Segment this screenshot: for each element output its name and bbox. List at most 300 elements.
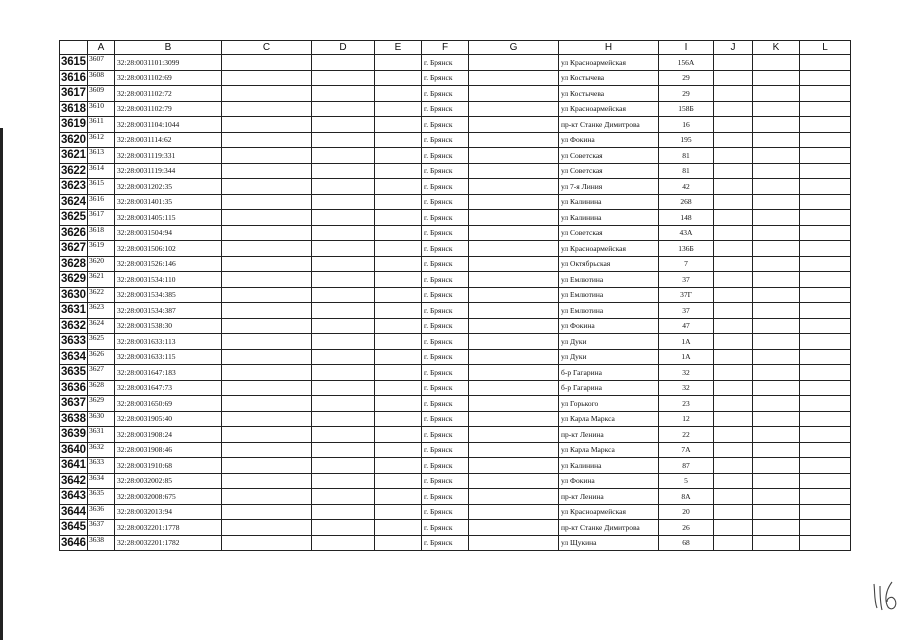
cell-e[interactable] (375, 473, 422, 489)
cell-f[interactable]: г. Брянск (422, 334, 469, 350)
cell-k[interactable] (753, 163, 800, 179)
column-header-b[interactable]: B (115, 41, 222, 55)
row-number[interactable]: 3637 (61, 397, 86, 410)
cell-i[interactable]: 37Г (659, 287, 714, 303)
cell-i[interactable]: 32 (659, 365, 714, 381)
cell-a[interactable]: 3621 (88, 272, 115, 288)
cell-j[interactable] (714, 179, 753, 195)
cell-b[interactable]: 32:28:0031526:146 (115, 256, 222, 272)
cell-d[interactable] (312, 318, 375, 334)
cell-a[interactable]: 3632 (88, 442, 115, 458)
cell-f[interactable]: г. Брянск (422, 55, 469, 71)
cell-c[interactable] (222, 473, 312, 489)
cell-a[interactable]: 3613 (88, 148, 115, 164)
cell-b[interactable]: 32:28:0032201:1782 (115, 535, 222, 551)
cell-j[interactable] (714, 458, 753, 474)
cell-a[interactable]: 3633 (88, 458, 115, 474)
cell-a[interactable]: 3629 (88, 396, 115, 412)
cell-a[interactable]: 3634 (88, 473, 115, 489)
cell-d[interactable] (312, 520, 375, 536)
cell-a[interactable]: 3631 (88, 427, 115, 443)
cell-k[interactable] (753, 458, 800, 474)
cell-f[interactable]: г. Брянск (422, 256, 469, 272)
cell-l[interactable] (800, 520, 851, 536)
row-number[interactable]: 3623 (61, 180, 86, 193)
cell-h[interactable]: ул Горького (559, 396, 659, 412)
cell-i[interactable]: 195 (659, 132, 714, 148)
cell-c[interactable] (222, 225, 312, 241)
cell-g[interactable] (469, 148, 559, 164)
cell-l[interactable] (800, 303, 851, 319)
cell-g[interactable] (469, 86, 559, 102)
cell-b[interactable]: 32:28:0031650:69 (115, 396, 222, 412)
cell-a[interactable]: 3626 (88, 349, 115, 365)
cell-k[interactable] (753, 380, 800, 396)
row-number[interactable]: 3618 (61, 102, 86, 115)
cell-h[interactable]: ул Щукина (559, 535, 659, 551)
cell-d[interactable] (312, 163, 375, 179)
cell-c[interactable] (222, 287, 312, 303)
column-header-h[interactable]: H (559, 41, 659, 55)
cell-a[interactable]: 3615 (88, 179, 115, 195)
cell-g[interactable] (469, 458, 559, 474)
cell-b[interactable]: 32:28:0031633:115 (115, 349, 222, 365)
cell-f[interactable]: г. Брянск (422, 349, 469, 365)
cell-b[interactable]: 32:28:0031534:387 (115, 303, 222, 319)
column-header-j[interactable]: J (714, 41, 753, 55)
cell-c[interactable] (222, 442, 312, 458)
cell-i[interactable]: 32 (659, 380, 714, 396)
cell-b[interactable]: 32:28:0031905:40 (115, 411, 222, 427)
cell-i[interactable]: 158Б (659, 101, 714, 117)
column-header-i[interactable]: I (659, 41, 714, 55)
cell-j[interactable] (714, 411, 753, 427)
cell-g[interactable] (469, 272, 559, 288)
cell-j[interactable] (714, 148, 753, 164)
cell-l[interactable] (800, 411, 851, 427)
cell-i[interactable]: 22 (659, 427, 714, 443)
cell-g[interactable] (469, 55, 559, 71)
cell-h[interactable]: ул Советская (559, 225, 659, 241)
cell-i[interactable]: 81 (659, 148, 714, 164)
row-number[interactable]: 3629 (61, 273, 86, 286)
cell-k[interactable] (753, 427, 800, 443)
cell-b[interactable]: 32:28:0031102:79 (115, 101, 222, 117)
cell-f[interactable]: г. Брянск (422, 86, 469, 102)
cell-c[interactable] (222, 101, 312, 117)
cell-b[interactable]: 32:28:0031633:113 (115, 334, 222, 350)
cell-k[interactable] (753, 520, 800, 536)
cell-d[interactable] (312, 210, 375, 226)
cell-b[interactable]: 32:28:0031202:35 (115, 179, 222, 195)
cell-i[interactable]: 268 (659, 194, 714, 210)
cell-g[interactable] (469, 334, 559, 350)
cell-j[interactable] (714, 520, 753, 536)
cell-a[interactable]: 3630 (88, 411, 115, 427)
cell-h[interactable]: ул Калинина (559, 458, 659, 474)
cell-l[interactable] (800, 86, 851, 102)
cell-j[interactable] (714, 86, 753, 102)
row-number[interactable]: 3631 (61, 304, 86, 317)
cell-f[interactable]: г. Брянск (422, 489, 469, 505)
cell-a[interactable]: 3625 (88, 334, 115, 350)
cell-l[interactable] (800, 365, 851, 381)
cell-j[interactable] (714, 473, 753, 489)
cell-k[interactable] (753, 194, 800, 210)
cell-f[interactable]: г. Брянск (422, 303, 469, 319)
cell-b[interactable]: 32:28:0031104:1044 (115, 117, 222, 133)
cell-d[interactable] (312, 256, 375, 272)
cell-d[interactable] (312, 86, 375, 102)
cell-j[interactable] (714, 55, 753, 71)
cell-f[interactable]: г. Брянск (422, 101, 469, 117)
cell-k[interactable] (753, 365, 800, 381)
cell-g[interactable] (469, 380, 559, 396)
cell-d[interactable] (312, 179, 375, 195)
cell-c[interactable] (222, 318, 312, 334)
cell-f[interactable]: г. Брянск (422, 272, 469, 288)
cell-i[interactable]: 42 (659, 179, 714, 195)
cell-d[interactable] (312, 148, 375, 164)
cell-g[interactable] (469, 210, 559, 226)
cell-h[interactable]: ул Емлютина (559, 287, 659, 303)
cell-d[interactable] (312, 334, 375, 350)
cell-j[interactable] (714, 442, 753, 458)
cell-b[interactable]: 32:28:0031534:385 (115, 287, 222, 303)
cell-l[interactable] (800, 349, 851, 365)
row-number[interactable]: 3621 (61, 149, 86, 162)
cell-d[interactable] (312, 349, 375, 365)
cell-e[interactable] (375, 194, 422, 210)
cell-h[interactable]: ул Фокина (559, 132, 659, 148)
cell-c[interactable] (222, 365, 312, 381)
cell-b[interactable]: 32:28:0031506:102 (115, 241, 222, 257)
cell-k[interactable] (753, 349, 800, 365)
cell-h[interactable]: б-р Гагарина (559, 380, 659, 396)
cell-h[interactable]: ул Костычева (559, 70, 659, 86)
cell-l[interactable] (800, 132, 851, 148)
cell-a[interactable]: 3637 (88, 520, 115, 536)
cell-g[interactable] (469, 411, 559, 427)
cell-d[interactable] (312, 504, 375, 520)
cell-k[interactable] (753, 225, 800, 241)
cell-d[interactable] (312, 55, 375, 71)
cell-g[interactable] (469, 473, 559, 489)
cell-l[interactable] (800, 272, 851, 288)
cell-g[interactable] (469, 225, 559, 241)
cell-c[interactable] (222, 303, 312, 319)
cell-l[interactable] (800, 55, 851, 71)
cell-j[interactable] (714, 535, 753, 551)
cell-c[interactable] (222, 427, 312, 443)
cell-g[interactable] (469, 442, 559, 458)
cell-a[interactable]: 3618 (88, 225, 115, 241)
cell-c[interactable] (222, 70, 312, 86)
cell-g[interactable] (469, 349, 559, 365)
cell-g[interactable] (469, 163, 559, 179)
cell-j[interactable] (714, 427, 753, 443)
cell-h[interactable]: пр-кт Ленина (559, 427, 659, 443)
column-header-k[interactable]: K (753, 41, 800, 55)
cell-d[interactable] (312, 427, 375, 443)
cell-l[interactable] (800, 194, 851, 210)
cell-d[interactable] (312, 303, 375, 319)
cell-d[interactable] (312, 489, 375, 505)
cell-h[interactable]: ул Карла Маркса (559, 411, 659, 427)
row-number[interactable]: 3617 (61, 87, 86, 100)
cell-k[interactable] (753, 117, 800, 133)
cell-d[interactable] (312, 194, 375, 210)
cell-k[interactable] (753, 287, 800, 303)
cell-e[interactable] (375, 334, 422, 350)
cell-b[interactable]: 32:28:0031401:35 (115, 194, 222, 210)
cell-j[interactable] (714, 489, 753, 505)
cell-e[interactable] (375, 101, 422, 117)
cell-f[interactable]: г. Брянск (422, 225, 469, 241)
cell-k[interactable] (753, 489, 800, 505)
cell-g[interactable] (469, 365, 559, 381)
cell-e[interactable] (375, 210, 422, 226)
cell-c[interactable] (222, 380, 312, 396)
cell-g[interactable] (469, 303, 559, 319)
cell-e[interactable] (375, 241, 422, 257)
cell-h[interactable]: ул Дуки (559, 349, 659, 365)
cell-f[interactable]: г. Брянск (422, 287, 469, 303)
cell-c[interactable] (222, 86, 312, 102)
cell-l[interactable] (800, 442, 851, 458)
cell-h[interactable]: пр-кт Станке Димитрова (559, 520, 659, 536)
cell-e[interactable] (375, 86, 422, 102)
cell-d[interactable] (312, 380, 375, 396)
cell-i[interactable]: 29 (659, 86, 714, 102)
cell-h[interactable]: ул Дуки (559, 334, 659, 350)
cell-l[interactable] (800, 117, 851, 133)
cell-i[interactable]: 43А (659, 225, 714, 241)
column-header-e[interactable]: E (375, 41, 422, 55)
row-number[interactable]: 3636 (61, 381, 86, 394)
cell-b[interactable]: 32:28:0031119:331 (115, 148, 222, 164)
cell-d[interactable] (312, 458, 375, 474)
cell-b[interactable]: 32:28:0031538:30 (115, 318, 222, 334)
row-number[interactable]: 3628 (61, 257, 86, 270)
cell-k[interactable] (753, 132, 800, 148)
cell-j[interactable] (714, 132, 753, 148)
cell-e[interactable] (375, 117, 422, 133)
cell-b[interactable]: 32:28:0031908:24 (115, 427, 222, 443)
row-number[interactable]: 3619 (61, 118, 86, 131)
cell-h[interactable]: ул Октябрьская (559, 256, 659, 272)
cell-g[interactable] (469, 427, 559, 443)
cell-j[interactable] (714, 117, 753, 133)
cell-j[interactable] (714, 396, 753, 412)
cell-k[interactable] (753, 210, 800, 226)
row-number[interactable]: 3640 (61, 443, 86, 456)
cell-j[interactable] (714, 380, 753, 396)
cell-f[interactable]: г. Брянск (422, 163, 469, 179)
cell-b[interactable]: 32:28:0032201:1778 (115, 520, 222, 536)
column-header-d[interactable]: D (312, 41, 375, 55)
cell-k[interactable] (753, 256, 800, 272)
cell-k[interactable] (753, 70, 800, 86)
cell-c[interactable] (222, 411, 312, 427)
cell-i[interactable]: 8А (659, 489, 714, 505)
cell-f[interactable]: г. Брянск (422, 210, 469, 226)
cell-g[interactable] (469, 132, 559, 148)
cell-e[interactable] (375, 349, 422, 365)
cell-b[interactable]: 32:28:0031119:344 (115, 163, 222, 179)
cell-h[interactable]: ул Костычева (559, 86, 659, 102)
cell-l[interactable] (800, 318, 851, 334)
cell-g[interactable] (469, 535, 559, 551)
cell-h[interactable]: пр-кт Станке Димитрова (559, 117, 659, 133)
cell-k[interactable] (753, 473, 800, 489)
cell-j[interactable] (714, 210, 753, 226)
cell-b[interactable]: 32:28:0031534:110 (115, 272, 222, 288)
cell-g[interactable] (469, 117, 559, 133)
cell-i[interactable]: 1А (659, 349, 714, 365)
row-number[interactable]: 3626 (61, 226, 86, 239)
cell-f[interactable]: г. Брянск (422, 365, 469, 381)
cell-k[interactable] (753, 411, 800, 427)
row-number[interactable]: 3620 (61, 133, 86, 146)
cell-a[interactable]: 3623 (88, 303, 115, 319)
cell-i[interactable]: 37 (659, 303, 714, 319)
cell-k[interactable] (753, 179, 800, 195)
cell-d[interactable] (312, 287, 375, 303)
cell-h[interactable]: ул Красноармейская (559, 241, 659, 257)
row-number[interactable]: 3635 (61, 366, 86, 379)
cell-l[interactable] (800, 535, 851, 551)
cell-l[interactable] (800, 70, 851, 86)
cell-l[interactable] (800, 380, 851, 396)
cell-f[interactable]: г. Брянск (422, 70, 469, 86)
cell-c[interactable] (222, 520, 312, 536)
cell-f[interactable]: г. Брянск (422, 442, 469, 458)
cell-e[interactable] (375, 225, 422, 241)
cell-f[interactable]: г. Брянск (422, 117, 469, 133)
cell-d[interactable] (312, 241, 375, 257)
cell-l[interactable] (800, 148, 851, 164)
cell-h[interactable]: ул Советская (559, 148, 659, 164)
cell-b[interactable]: 32:28:0032013:94 (115, 504, 222, 520)
row-number[interactable]: 3616 (61, 71, 86, 84)
cell-c[interactable] (222, 349, 312, 365)
cell-l[interactable] (800, 504, 851, 520)
cell-a[interactable]: 3608 (88, 70, 115, 86)
cell-k[interactable] (753, 86, 800, 102)
cell-i[interactable]: 12 (659, 411, 714, 427)
cell-f[interactable]: г. Брянск (422, 396, 469, 412)
cell-h[interactable]: ул Фокина (559, 473, 659, 489)
row-number[interactable]: 3624 (61, 195, 86, 208)
cell-b[interactable]: 32:28:0031504:94 (115, 225, 222, 241)
cell-i[interactable]: 23 (659, 396, 714, 412)
row-number[interactable]: 3634 (61, 350, 86, 363)
cell-e[interactable] (375, 55, 422, 71)
cell-i[interactable]: 20 (659, 504, 714, 520)
column-header-g[interactable]: G (469, 41, 559, 55)
cell-g[interactable] (469, 504, 559, 520)
cell-k[interactable] (753, 318, 800, 334)
cell-l[interactable] (800, 241, 851, 257)
cell-b[interactable]: 32:28:0031102:72 (115, 86, 222, 102)
cell-d[interactable] (312, 117, 375, 133)
cell-i[interactable]: 156А (659, 55, 714, 71)
cell-k[interactable] (753, 241, 800, 257)
column-header-c[interactable]: C (222, 41, 312, 55)
cell-h[interactable]: ул Красноармейская (559, 55, 659, 71)
cell-a[interactable]: 3636 (88, 504, 115, 520)
cell-l[interactable] (800, 101, 851, 117)
cell-b[interactable]: 32:28:0032008:675 (115, 489, 222, 505)
cell-j[interactable] (714, 272, 753, 288)
cell-c[interactable] (222, 55, 312, 71)
row-number[interactable]: 3632 (61, 319, 86, 332)
cell-l[interactable] (800, 458, 851, 474)
cell-a[interactable]: 3614 (88, 163, 115, 179)
cell-e[interactable] (375, 318, 422, 334)
cell-c[interactable] (222, 396, 312, 412)
column-header-l[interactable]: L (800, 41, 851, 55)
cell-g[interactable] (469, 70, 559, 86)
cell-l[interactable] (800, 256, 851, 272)
cell-a[interactable]: 3617 (88, 210, 115, 226)
cell-h[interactable]: ул Емлютина (559, 303, 659, 319)
cell-j[interactable] (714, 70, 753, 86)
cell-i[interactable]: 81 (659, 163, 714, 179)
cell-j[interactable] (714, 318, 753, 334)
cell-f[interactable]: г. Брянск (422, 504, 469, 520)
cell-c[interactable] (222, 210, 312, 226)
cell-l[interactable] (800, 210, 851, 226)
cell-j[interactable] (714, 101, 753, 117)
cell-f[interactable]: г. Брянск (422, 380, 469, 396)
cell-c[interactable] (222, 117, 312, 133)
cell-g[interactable] (469, 520, 559, 536)
cell-e[interactable] (375, 365, 422, 381)
cell-i[interactable]: 16 (659, 117, 714, 133)
cell-l[interactable] (800, 427, 851, 443)
cell-c[interactable] (222, 163, 312, 179)
row-number[interactable]: 3641 (61, 459, 86, 472)
row-number[interactable]: 3644 (61, 505, 86, 518)
corner-cell[interactable] (60, 41, 88, 55)
cell-j[interactable] (714, 256, 753, 272)
cell-f[interactable]: г. Брянск (422, 535, 469, 551)
cell-e[interactable] (375, 504, 422, 520)
row-number[interactable]: 3638 (61, 412, 86, 425)
cell-a[interactable]: 3627 (88, 365, 115, 381)
row-number[interactable]: 3627 (61, 242, 86, 255)
cell-h[interactable]: ул Красноармейская (559, 101, 659, 117)
cell-h[interactable]: ул Емлютина (559, 272, 659, 288)
cell-j[interactable] (714, 504, 753, 520)
cell-b[interactable]: 32:28:0032002:85 (115, 473, 222, 489)
column-header-a[interactable]: A (88, 41, 115, 55)
cell-f[interactable]: г. Брянск (422, 427, 469, 443)
cell-l[interactable] (800, 287, 851, 303)
cell-f[interactable]: г. Брянск (422, 148, 469, 164)
cell-k[interactable] (753, 272, 800, 288)
cell-j[interactable] (714, 334, 753, 350)
cell-h[interactable]: ул Фокина (559, 318, 659, 334)
cell-d[interactable] (312, 70, 375, 86)
cell-d[interactable] (312, 442, 375, 458)
cell-g[interactable] (469, 396, 559, 412)
cell-c[interactable] (222, 535, 312, 551)
cell-d[interactable] (312, 101, 375, 117)
cell-i[interactable]: 5 (659, 473, 714, 489)
